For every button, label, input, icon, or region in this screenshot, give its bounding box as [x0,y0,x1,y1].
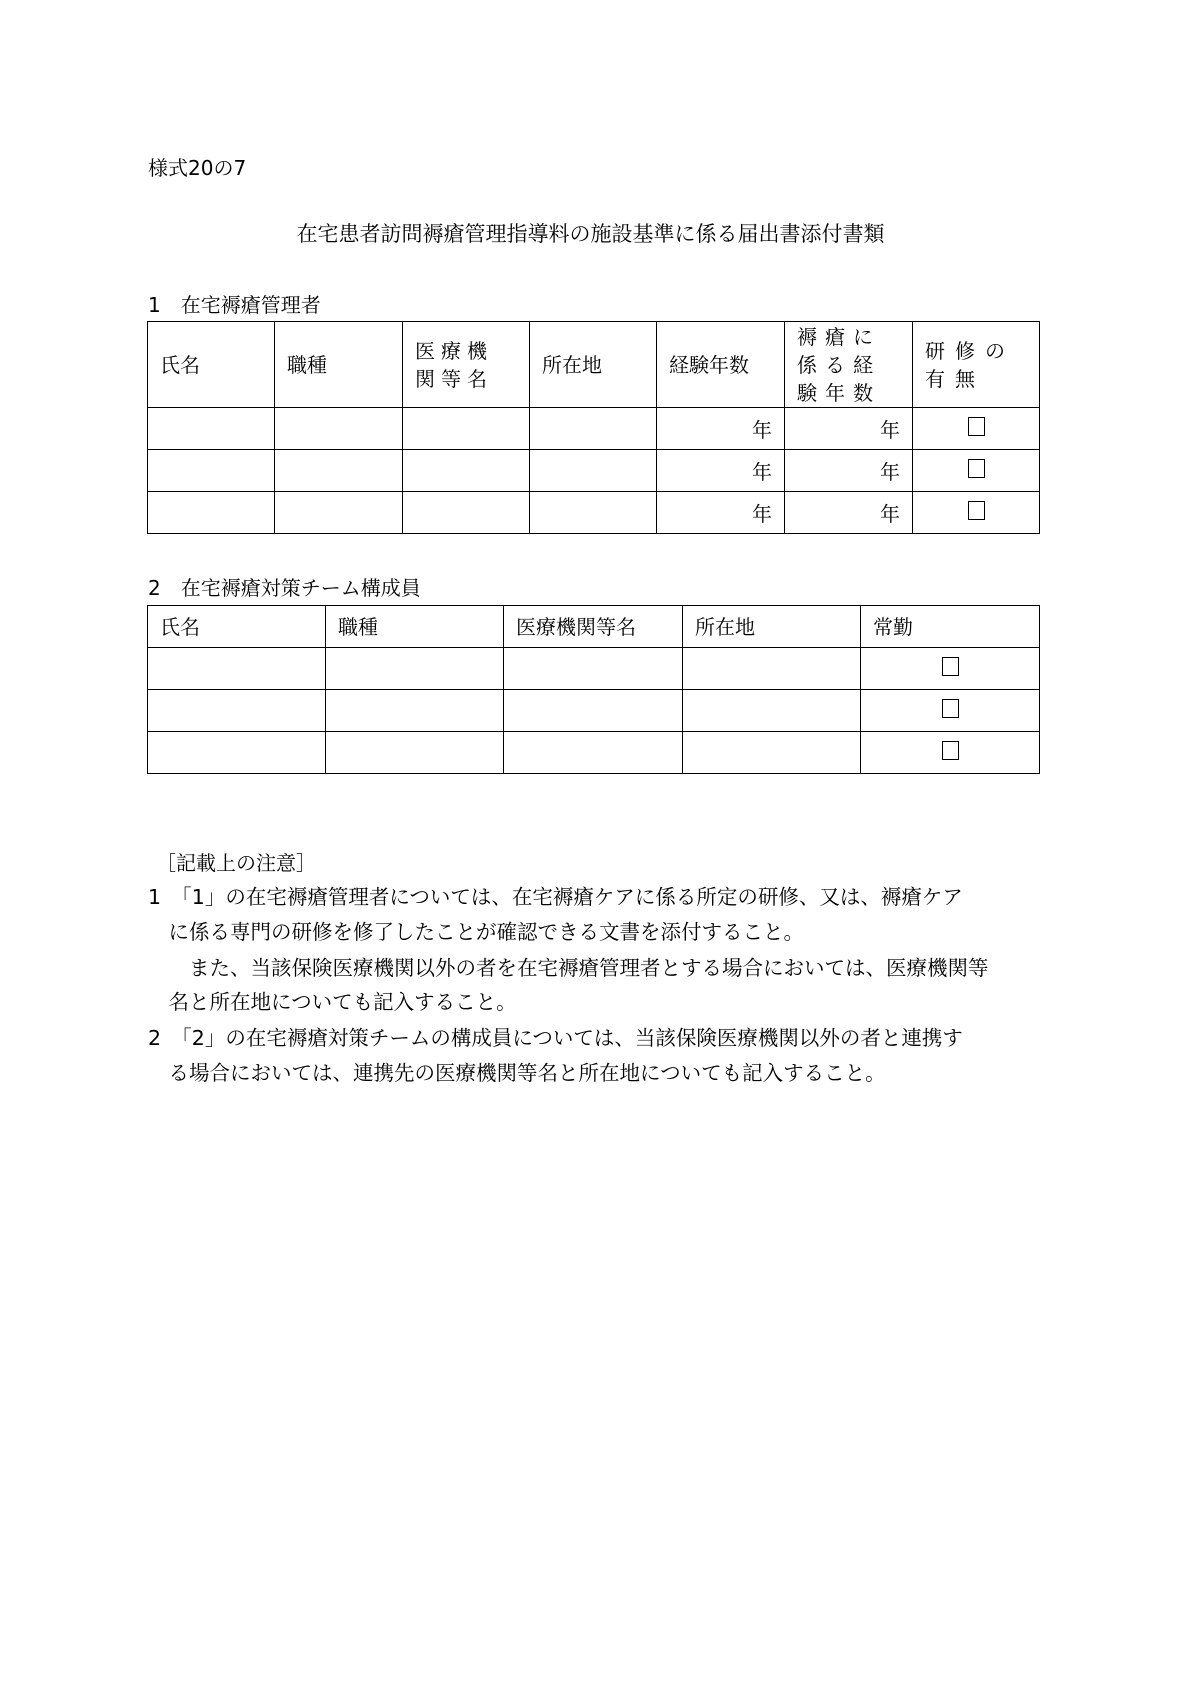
form-number: 様式20の7 [148,156,247,180]
ulcer-experience-cell[interactable]: 年 [785,492,913,534]
occupation-cell[interactable] [275,492,403,534]
header-name: 氏名 [148,322,275,408]
occupation-cell[interactable] [275,408,403,450]
table-row [148,492,1040,534]
ulcer-experience-cell[interactable]: 年 [785,408,913,450]
header-occupation: 職種 [326,606,504,648]
location-cell[interactable] [683,732,861,774]
section1-heading: 1 在宅褥瘡管理者 [148,293,321,317]
header-training: 研修の有無 [913,322,1040,408]
institution-cell[interactable] [504,732,683,774]
institution-cell[interactable] [504,690,683,732]
header-location: 所在地 [530,322,657,408]
header-location: 所在地 [683,606,861,648]
institution-cell[interactable] [403,492,530,534]
institution-cell[interactable] [403,408,530,450]
full-time-checkbox[interactable] [942,657,959,676]
header-experience-years: 経験年数 [657,322,785,408]
name-cell[interactable] [148,492,275,534]
full-time-checkbox[interactable] [942,741,959,760]
page-title: 在宅患者訪問褥瘡管理指導料の施設基準に係る届出書添付書類 [296,222,885,246]
ulcer-experience-cell[interactable]: 年 [785,450,913,492]
occupation-cell[interactable] [326,732,504,774]
institution-cell[interactable] [403,450,530,492]
header-institution: 医療機関等名 [403,322,530,408]
location-cell[interactable] [530,408,657,450]
occupation-cell[interactable] [326,648,504,690]
name-cell[interactable] [148,408,275,450]
table-row [148,408,1040,450]
manager-table [147,321,1040,534]
name-cell[interactable] [148,732,326,774]
name-cell[interactable] [148,450,275,492]
training-checkbox[interactable] [968,459,985,478]
table-header-row [148,322,1040,408]
location-cell[interactable] [530,450,657,492]
institution-cell[interactable] [504,648,683,690]
experience-years-cell[interactable]: 年 [657,450,785,492]
note-line: 2 「2」の在宅褥瘡対策チームの構成員については、当該保険医療機関以外の者と連携す [148,1026,963,1050]
name-cell[interactable] [148,690,326,732]
name-cell[interactable] [148,648,326,690]
location-cell[interactable] [683,648,861,690]
experience-years-cell[interactable]: 年 [657,492,785,534]
header-name: 氏名 [148,606,326,648]
table-row [148,450,1040,492]
table-header-row [148,606,1040,648]
header-pressure-ulcer-experience: 褥瘡に係る経験年数 [785,322,913,408]
occupation-cell[interactable] [326,690,504,732]
header-occupation: 職種 [275,322,403,408]
occupation-cell[interactable] [275,450,403,492]
full-time-checkbox[interactable] [942,699,959,718]
training-checkbox[interactable] [968,417,985,436]
note-line: 1 「1」の在宅褥瘡管理者については、在宅褥瘡ケアに係る所定の研修、又は、褥瘡ケア [148,885,963,909]
note-line: 名と所在地についても記入すること。 [148,990,517,1014]
note-line: また、当該保険医療機関以外の者を在宅褥瘡管理者とする場合においては、医療機関等 [148,956,989,980]
notes-heading: ［記載上の注意］ [156,851,316,875]
team-table [147,605,1040,774]
note-line: る場合においては、連携先の医療機関等名と所在地についても記入すること。 [148,1061,886,1085]
section2-heading: 2 在宅褥瘡対策チーム構成員 [148,576,421,600]
table-row [148,732,1040,774]
table-row [148,648,1040,690]
experience-years-cell[interactable]: 年 [657,408,785,450]
note-line: に係る専門の研修を修了したことが確認できる文書を添付すること。 [148,920,804,944]
location-cell[interactable] [683,690,861,732]
header-full-time: 常勤 [861,606,1040,648]
table-row [148,690,1040,732]
header-institution: 医療機関等名 [504,606,683,648]
training-checkbox[interactable] [968,501,985,520]
location-cell[interactable] [530,492,657,534]
